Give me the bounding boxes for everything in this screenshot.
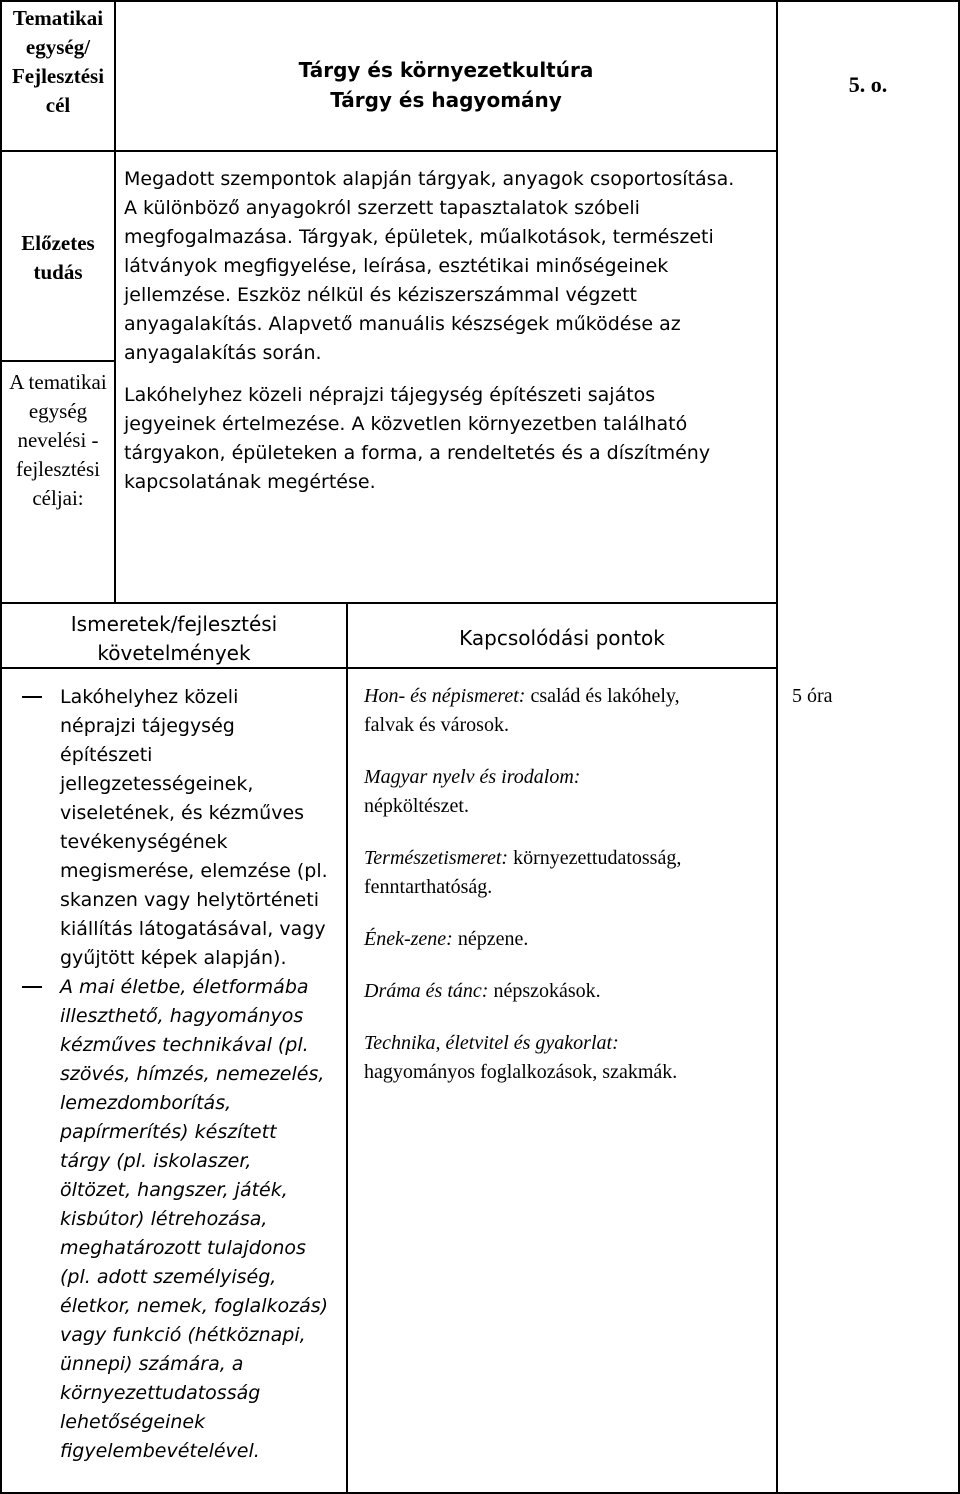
goals-text — [124, 381, 774, 497]
req-line: papírmerítés) készített — [60, 1121, 277, 1143]
requirement-item — [60, 973, 344, 1466]
req-line: lehetőségeinek — [60, 1411, 206, 1433]
connection-text: környezettudatosság, — [508, 847, 682, 869]
req-line: meghatározott tulajdonos — [60, 1237, 306, 1259]
connection-item — [364, 1029, 774, 1087]
req-line: A mai életbe, életformába — [60, 976, 309, 998]
divider-goals — [0, 602, 778, 604]
header-left-label — [2, 4, 114, 120]
req-line: megismerése, elemzése (pl. — [60, 860, 328, 882]
req-line: jellegzetességeinek, — [60, 773, 254, 795]
prior-label-text: Előzetes tudás — [21, 231, 95, 284]
requirements-list — [60, 683, 344, 1466]
goals-line: jegyeinek értelmezése. A közvetlen környezetben található — [124, 413, 688, 435]
connection-text: népzene. — [452, 928, 529, 950]
connection-subject: Hon- és népismeret: — [364, 685, 526, 707]
grade-label — [778, 70, 958, 100]
header-title-line1: Tárgy és környezetkultúra — [298, 58, 594, 82]
divider-grade-col — [776, 0, 778, 1494]
req-line: vagy funkció (hétköznapi, — [60, 1324, 306, 1346]
hours-cell — [792, 682, 952, 711]
connection-subject: Ének-zene: — [364, 928, 453, 950]
req-line: néprajzi tájegység — [60, 715, 235, 737]
header-title — [116, 55, 776, 115]
table-head-col2: Kapcsolódási pontok — [459, 626, 665, 650]
connection-subject: Magyar nyelv és irodalom: — [364, 766, 581, 788]
req-line: szövés, hímzés, nemezelés, — [60, 1063, 325, 1085]
divider-col-mid — [346, 602, 348, 1494]
prior-line: Megadott szempontok alapján tárgyak, anyagok csoportosítása. — [124, 168, 735, 190]
connection-text: fenntarthatóság. — [364, 876, 493, 898]
req-line: életkor, nemek, foglalkozás) — [60, 1295, 329, 1317]
goals-line: kapcsolatának megértése. — [124, 471, 376, 493]
connection-text: család és lakóhely, — [525, 685, 680, 707]
prior-text — [124, 165, 774, 368]
req-line: lemezdomborítás, — [60, 1092, 232, 1114]
connection-text: népköltészet. — [364, 795, 469, 817]
connection-text: hagyományos foglalkozások, szakmák. — [364, 1061, 678, 1083]
border-left — [0, 0, 2, 1494]
goals-label-text: A tematikai egység nevelési - fejlesztési céljai: — [9, 370, 107, 510]
connections-list — [364, 682, 774, 1087]
connection-subject: Technika, életvitel és gyakorlat: — [364, 1032, 619, 1054]
border-top — [0, 0, 960, 2]
req-line: öltözet, hangszer, játék, — [60, 1179, 288, 1201]
req-line: Lakóhelyhez közeli — [60, 686, 239, 708]
req-line: (pl. adott személyiség, — [60, 1266, 277, 1288]
req-line: gyűjtött képek alapján). — [60, 947, 287, 969]
connection-item — [364, 925, 774, 954]
req-line: figyelembevételével. — [60, 1440, 260, 1462]
table-head-connections — [348, 624, 776, 653]
connection-item — [364, 682, 774, 740]
connection-item — [364, 977, 774, 1006]
prior-line: A különböző anyagokról szerzett tapasztalatok szóbeli — [124, 197, 640, 219]
req-line: tárgy (pl. iskolaszer, — [60, 1150, 252, 1172]
prior-line: látványok megfigyelése, leírása, esztétikai minőségeinek — [124, 255, 669, 277]
grade-text: 5. o. — [848, 72, 888, 97]
hours-text: 5 óra — [792, 685, 833, 707]
connection-item — [364, 844, 774, 902]
connection-text: falvak és városok. — [364, 714, 509, 736]
dash-bullet — [22, 986, 42, 988]
table-head-requirements — [2, 610, 346, 668]
req-line: kisbútor) létrehozása, — [60, 1208, 268, 1230]
req-line: viseletének, és kézműves — [60, 802, 305, 824]
req-line: kézműves technikával (pl. — [60, 1034, 309, 1056]
header-left-text: Tematikai egység/ Fejlesztési cél — [11, 6, 105, 117]
req-line: skanzen vagy helytörténeti — [60, 889, 319, 911]
req-line: környezettudatosság — [60, 1382, 261, 1404]
connection-subject: Természetismeret: — [364, 847, 509, 869]
req-line: tevékenységének — [60, 831, 228, 853]
connection-subject: Dráma és tánc: — [364, 980, 489, 1002]
connection-item — [364, 763, 774, 821]
dash-bullet — [22, 696, 42, 698]
connection-text: népszokások. — [488, 980, 601, 1002]
header-title-line2: Tárgy és hagyomány — [330, 88, 562, 112]
goals-line: tárgyakon, épületeken a forma, a rendeltetés és a díszítmény — [124, 442, 711, 464]
prior-label — [2, 229, 114, 287]
divider-prior — [0, 360, 116, 362]
table-head-col1-line1: Ismeretek/fejlesztési — [70, 612, 278, 636]
goals-line: Lakóhelyhez közeli néprajzi tájegység építészeti sajátos — [124, 384, 656, 406]
req-line: kiállítás látogatásával, vagy — [60, 918, 326, 940]
requirement-item — [60, 683, 344, 973]
req-line: építészeti — [60, 744, 153, 766]
prior-line: megfogalmazása. Tárgyak, épületek, műalkotások, természeti — [124, 226, 714, 248]
req-line: illeszthető, hagyományos — [60, 1005, 304, 1027]
table-head-col1-line2: követelmények — [97, 641, 251, 665]
prior-line: anyagalakítás. Alapvető manuális készségek működése az — [124, 313, 681, 335]
req-line: ünnepi) számára, a — [60, 1353, 244, 1375]
prior-line: anyagalakítás során. — [124, 342, 322, 364]
prior-line: jellemzése. Eszköz nélkül és kéziszerszámmal végzett — [124, 284, 637, 306]
divider-header — [0, 150, 778, 152]
goals-label — [2, 368, 114, 513]
